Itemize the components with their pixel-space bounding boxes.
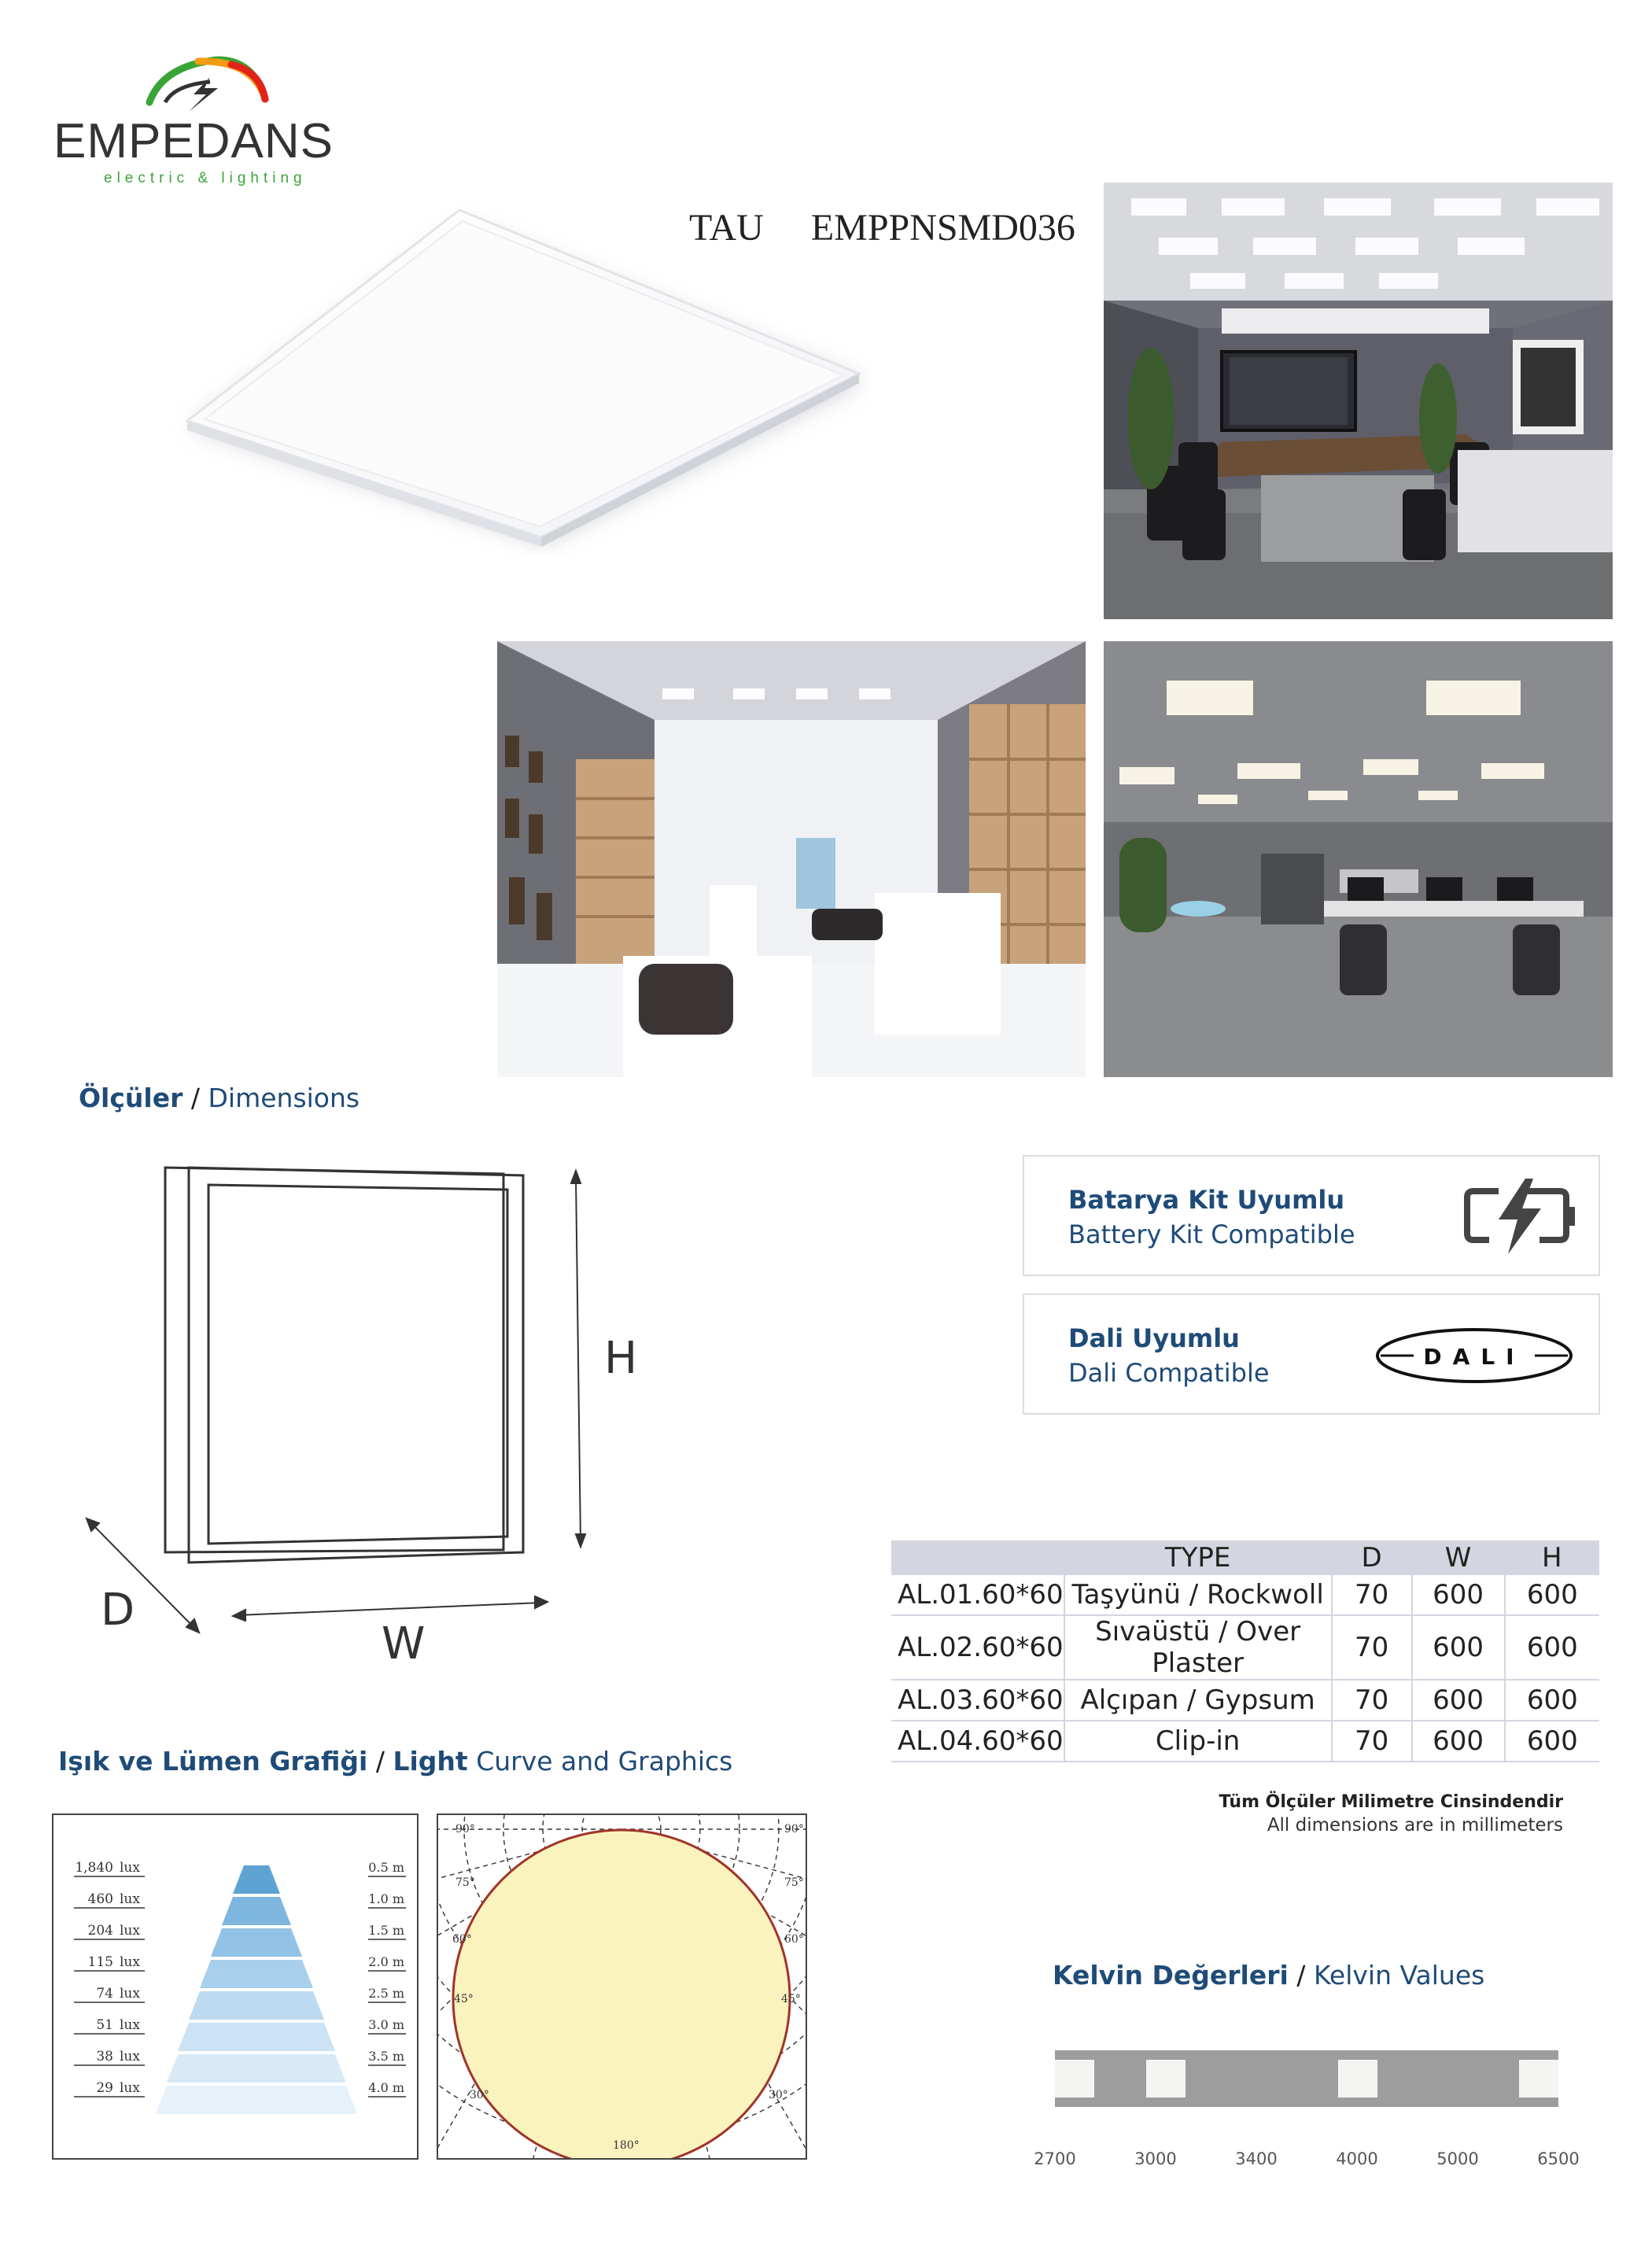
polar-angle-label: 45° [454,1993,474,2005]
kelvin-title-en: Kelvin Values [1313,1960,1485,1991]
kelvin-swatch [1055,2060,1094,2098]
product-panel-image [165,201,873,555]
kelvin-swatch [1146,2060,1186,2098]
row-type: Alçıpan / Gypsum [1064,1680,1332,1721]
kelvin-title-tr: Kelvin Değerleri [1053,1960,1289,1991]
dimensions-table [891,1540,1599,1762]
lux-unit: lux [120,1954,140,1970]
row-code: AL.04.60*60 [891,1721,1064,1762]
row-w: 600 [1412,1680,1505,1721]
lux-unit: lux [120,1986,140,2002]
battery-title-tr: Batarya Kit Uyumlu [1068,1185,1345,1215]
polar-angle-label: 75° [455,1876,475,1889]
table-row [891,1721,1599,1762]
polar-angle-label: 30° [470,2089,489,2101]
lux-value: 38 [96,2049,113,2064]
dimensions-title-en: Dimensions [208,1083,360,1113]
kelvin-tick-label: 3000 [1134,2149,1177,2168]
polar-angle-label: 90° [784,1823,804,1836]
lux-chart-frame [52,1813,419,2160]
light-title-tr: Işık ve Lümen Grafiği [58,1746,368,1777]
row-d: 70 [1332,1575,1412,1615]
light-distribution-curve [453,1830,790,2158]
product-series: TAU [689,207,764,249]
kelvin-title: Kelvin Değerleri / Kelvin Values [1053,1960,1485,1991]
row-h: 600 [1505,1721,1599,1762]
light-title-en-bold: Light [393,1746,468,1777]
light-curve-title: Işık ve Lümen Grafiği / Light Curve and Graphics [58,1746,733,1777]
logo-swoosh-icon [49,54,363,116]
depth-label: D [101,1585,135,1636]
brand-tagline: electric & lighting [104,170,307,186]
polar-angle-label: 60° [784,1933,804,1946]
lux-value: 1,840 [75,1860,113,1876]
kelvin-tick-label: 5000 [1436,2149,1479,2168]
row-type: Sıvaüstü / Over Plaster [1064,1615,1332,1680]
kelvin-tick-label: 2700 [1034,2149,1076,2168]
row-code: AL.01.60*60 [891,1575,1064,1615]
meeting-room-photo [1104,183,1613,619]
dali-logo [1374,1326,1574,1385]
lux-unit: lux [120,1891,140,1907]
lux-value: 29 [96,2080,113,2096]
polar-angle-label: 45° [781,1993,801,2005]
light-cone-band [167,2054,346,2083]
dali-title-en: Dali Compatible [1068,1358,1270,1388]
height-label: H [604,1333,638,1384]
polar-angle-label: 60° [452,1933,472,1946]
dali-logo-text: DALI [1423,1344,1525,1370]
polar-angle-label: 180° [613,2139,640,2152]
row-d: 70 [1332,1680,1412,1721]
lux-unit: lux [120,2017,140,2033]
polar-angle-label: 90° [455,1823,475,1836]
dimension-drawing [79,1149,677,1684]
battery-icon [1461,1179,1579,1254]
table-header-w: W [1412,1540,1505,1575]
lux-value: 74 [96,1986,113,2002]
row-h: 600 [1505,1615,1599,1680]
dimensions-title-tr: Ölçüler [79,1083,183,1113]
dimensions-title: Ölçüler / Dimensions [79,1083,360,1113]
row-type: Clip-in [1064,1721,1332,1762]
polar-light-distribution-chart [438,1815,806,2158]
dimensions-note-tr: Tüm Ölçüler Milimetre Cinsindendir [1219,1792,1563,1812]
distance-label: 0.5 m [368,1860,404,1875]
battery-title-en: Battery Kit Compatible [1068,1219,1355,1249]
light-cone-band [233,1865,280,1894]
brand-logo [49,54,363,191]
table-row [891,1615,1599,1680]
battery-kit-feature [1023,1155,1600,1276]
distance-label: 2.5 m [368,1986,404,2001]
lux-value: 51 [96,2017,113,2033]
light-title-en: Curve and Graphics [476,1746,733,1777]
row-w: 600 [1412,1615,1505,1680]
lux-value: 204 [87,1923,113,1939]
brand-name: EMPEDANS [53,114,334,168]
row-w: 600 [1412,1721,1505,1762]
kelvin-tick-label: 4000 [1336,2149,1378,2168]
lux-unit: lux [120,1860,140,1876]
distance-label: 1.0 m [368,1891,404,1906]
dali-title-tr: Dali Uyumlu [1068,1323,1240,1353]
light-cone-band [178,2023,335,2051]
lux-value: 460 [87,1891,113,1907]
light-cone-band [189,1991,324,2020]
table-header-d: D [1332,1540,1412,1575]
polar-angle-label: 30° [769,2089,788,2101]
lux-chart [53,1815,417,2158]
lux-unit: lux [120,2049,140,2064]
table-header-type: TYPE [1064,1540,1332,1575]
table-row [891,1575,1599,1615]
distance-label: 2.0 m [368,1954,404,1969]
row-type: Taşyünü / Rockwoll [1064,1575,1332,1615]
light-cone-band [156,2086,357,2114]
row-d: 70 [1332,1615,1412,1680]
polar-angle-label: 75° [784,1876,804,1889]
kelvin-tick-label: 3400 [1235,2149,1278,2168]
row-w: 600 [1412,1575,1505,1615]
table-row [891,1680,1599,1721]
lux-unit: lux [120,1923,140,1939]
kelvin-bar [1055,2050,1558,2107]
store-photo [497,641,1086,1077]
distance-label: 3.0 m [368,2017,404,2032]
table-header-h: H [1505,1540,1599,1575]
light-cone-band [222,1897,291,1925]
dali-feature [1023,1293,1600,1415]
polar-chart-frame [437,1813,807,2160]
dimensions-note-en: All dimensions are in millimeters [1267,1815,1563,1836]
lux-unit: lux [120,2080,140,2096]
row-code: AL.03.60*60 [891,1680,1064,1721]
distance-label: 1.5 m [368,1923,404,1938]
kelvin-swatch [1519,2060,1558,2098]
kelvin-tick-label: 6500 [1537,2149,1580,2168]
distance-label: 3.5 m [368,2049,404,2064]
distance-label: 4.0 m [368,2080,404,2095]
width-label: W [382,1618,426,1670]
office-photo [1104,641,1613,1077]
row-h: 600 [1505,1680,1599,1721]
kelvin-swatch [1338,2060,1377,2098]
row-d: 70 [1332,1721,1412,1762]
row-h: 600 [1505,1575,1599,1615]
product-code: EMPPNSMD036 [810,207,1075,249]
table-header-row [891,1540,1599,1575]
table-header-code [891,1540,1064,1575]
light-cone [156,1865,357,2114]
row-code: AL.02.60*60 [891,1615,1064,1680]
light-cone-band [200,1960,313,1988]
light-cone-band [211,1928,302,1957]
lux-value: 115 [87,1954,113,1970]
